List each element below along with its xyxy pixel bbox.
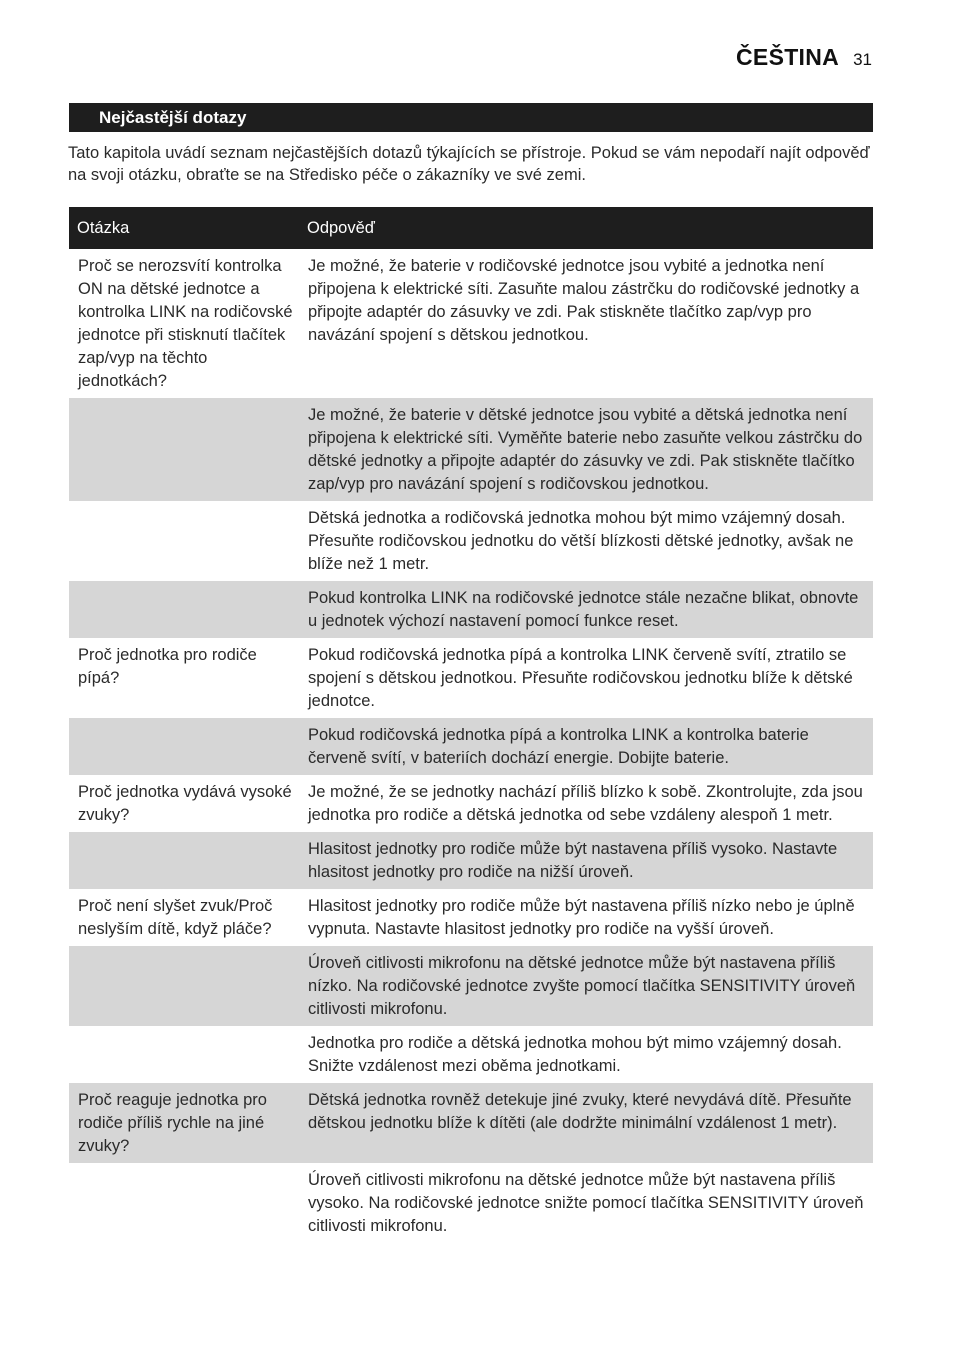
answer-cell: Pokud rodičovská jednotka pípá a kontrolka LINK červeně svítí, ztratilo se spojení s dětskou jednotkou. Přesuňte rodičovskou jednotku blíže k dětské jednotce. (308, 646, 853, 710)
question-cell (69, 398, 299, 501)
faq-table (69, 207, 873, 1243)
table-row (69, 1083, 873, 1163)
faq-table-header-row (69, 207, 873, 249)
answer-cell: Úroveň citlivosti mikrofonu na dětské jednotce může být nastavena příliš nízko. Na rodičovské jednotce zvyšte pomocí tlačítka SENSITIVITY úroveň citlivosti mikrofonu. (299, 946, 873, 1026)
table-row (69, 1026, 873, 1083)
table-row (69, 638, 873, 718)
answer-cell: Dětská jednotka a rodičovská jednotka mohou být mimo vzájemný dosah. Přesuňte rodičovskou jednotku do větší blízkosti dětské jednotky, avšak ne blíže než 1 metr. (308, 509, 854, 573)
question-cell (69, 1026, 299, 1083)
answer-cell: Hlasitost jednotky pro rodiče může být nastavena příliš vysoko. Nastavte hlasitost jednotky pro rodiče na nižší úroveň. (299, 832, 873, 889)
answer-cell: Je možné, že baterie v rodičovské jednotce jsou vybité a jednotka není připojena k elektrické síti. Zasuňte malou zástrčku do rodičovské jednotky a připojte adaptér do zásuvky ve zdi. Pak stiskněte tlačítko zap/vyp pro navázání spojení s dětskou jednotkou. (308, 257, 860, 344)
table-row (69, 832, 873, 889)
answer-cell: Je možné, že se jednotky nachází příliš blízko k sobě. Zkontrolujte, zda jsou jednotka pro rodiče a dětská jednotka od sebe vzdáleny alespoň 1 metr. (308, 783, 863, 824)
question-cell (69, 946, 299, 1026)
table-row (69, 501, 873, 581)
table-row (69, 775, 873, 832)
answer-cell: Úroveň citlivosti mikrofonu na dětské jednotce může být nastavena příliš vysoko. Na rodičovské jednotce snižte pomocí tlačítka SENSITIVITY úroveň citlivosti mikrofonu. (308, 1171, 864, 1235)
table-row (69, 946, 873, 1026)
page-number: 31 (853, 50, 872, 69)
question-cell: Proč jednotka pro rodiče pípá? (78, 646, 257, 687)
page-header (736, 44, 872, 71)
question-cell: Proč reaguje jednotka pro rodiče příliš rychle na jiné zvuky? (69, 1083, 299, 1163)
intro-paragraph: Tato kapitola uvádí seznam nejčastějších dotazů týkajících se přístroje. Pokud se vám nepodaří najít odpověď na svoji otázku, obraťte se na Středisko péče o zákazníky ve své zemi. (68, 144, 870, 184)
table-row (69, 398, 873, 501)
column-header-answer: Odpověď (299, 207, 873, 249)
question-cell: Proč se nerozsvítí kontrolka ON na dětské jednotce a kontrolka LINK na rodičovské jednotce při stisknutí tlačítek zap/vyp na těchto jednotkách? (78, 257, 293, 390)
answer-cell: Pokud kontrolka LINK na rodičovské jednotce stále nezačne blikat, obnovte u jednotek výchozí nastavení pomocí funkce reset. (299, 581, 873, 638)
language-title: ČEŠTINA (736, 44, 840, 70)
question-cell (69, 832, 299, 889)
section-title: Nejčastější dotazy (99, 108, 247, 127)
question-cell (69, 718, 299, 775)
answer-cell: Hlasitost jednotky pro rodiče může být nastavena příliš nízko nebo je úplně vypnuta. Nastavte hlasitost jednotky pro rodiče na vyšší úroveň. (308, 897, 855, 938)
question-cell: Proč jednotka vydává vysoké zvuky? (78, 783, 292, 824)
answer-cell: Jednotka pro rodiče a dětská jednotka mohou být mimo vzájemný dosah. Snižte vzdálenost mezi oběma jednotkami. (308, 1034, 842, 1075)
question-cell: Proč není slyšet zvuk/Proč neslyším dítě, když pláče? (78, 897, 273, 938)
question-cell (69, 1163, 299, 1243)
table-row (69, 718, 873, 775)
table-row (69, 249, 873, 398)
answer-cell: Pokud rodičovská jednotka pípá a kontrolka LINK a kontrolka baterie červeně svítí, v bateriích dochází energie. Dobijte baterie. (299, 718, 873, 775)
table-row (69, 889, 873, 946)
section-heading-bar (69, 103, 873, 132)
answer-cell: Dětská jednotka rovněž detekuje jiné zvuky, které nevydává dítě. Přesuňte dětskou jednotku blíže k dítěti (ale dodržte minimální vzdálenost 1 metr). (299, 1083, 873, 1163)
question-cell (69, 501, 299, 581)
question-cell (69, 581, 299, 638)
answer-cell: Je možné, že baterie v dětské jednotce jsou vybité a dětská jednotka není připojena k elektrické síti. Vyměňte baterie nebo zasuňte velkou zástrčku do dětské jednotky a připojte adaptér do zásuvky ve zdi. Pak stiskněte tlačítko zap/vyp pro navázání spojení s rodičovskou jednotkou. (299, 398, 873, 501)
table-row (69, 1163, 873, 1243)
column-header-question: Otázka (69, 207, 299, 249)
table-row (69, 581, 873, 638)
